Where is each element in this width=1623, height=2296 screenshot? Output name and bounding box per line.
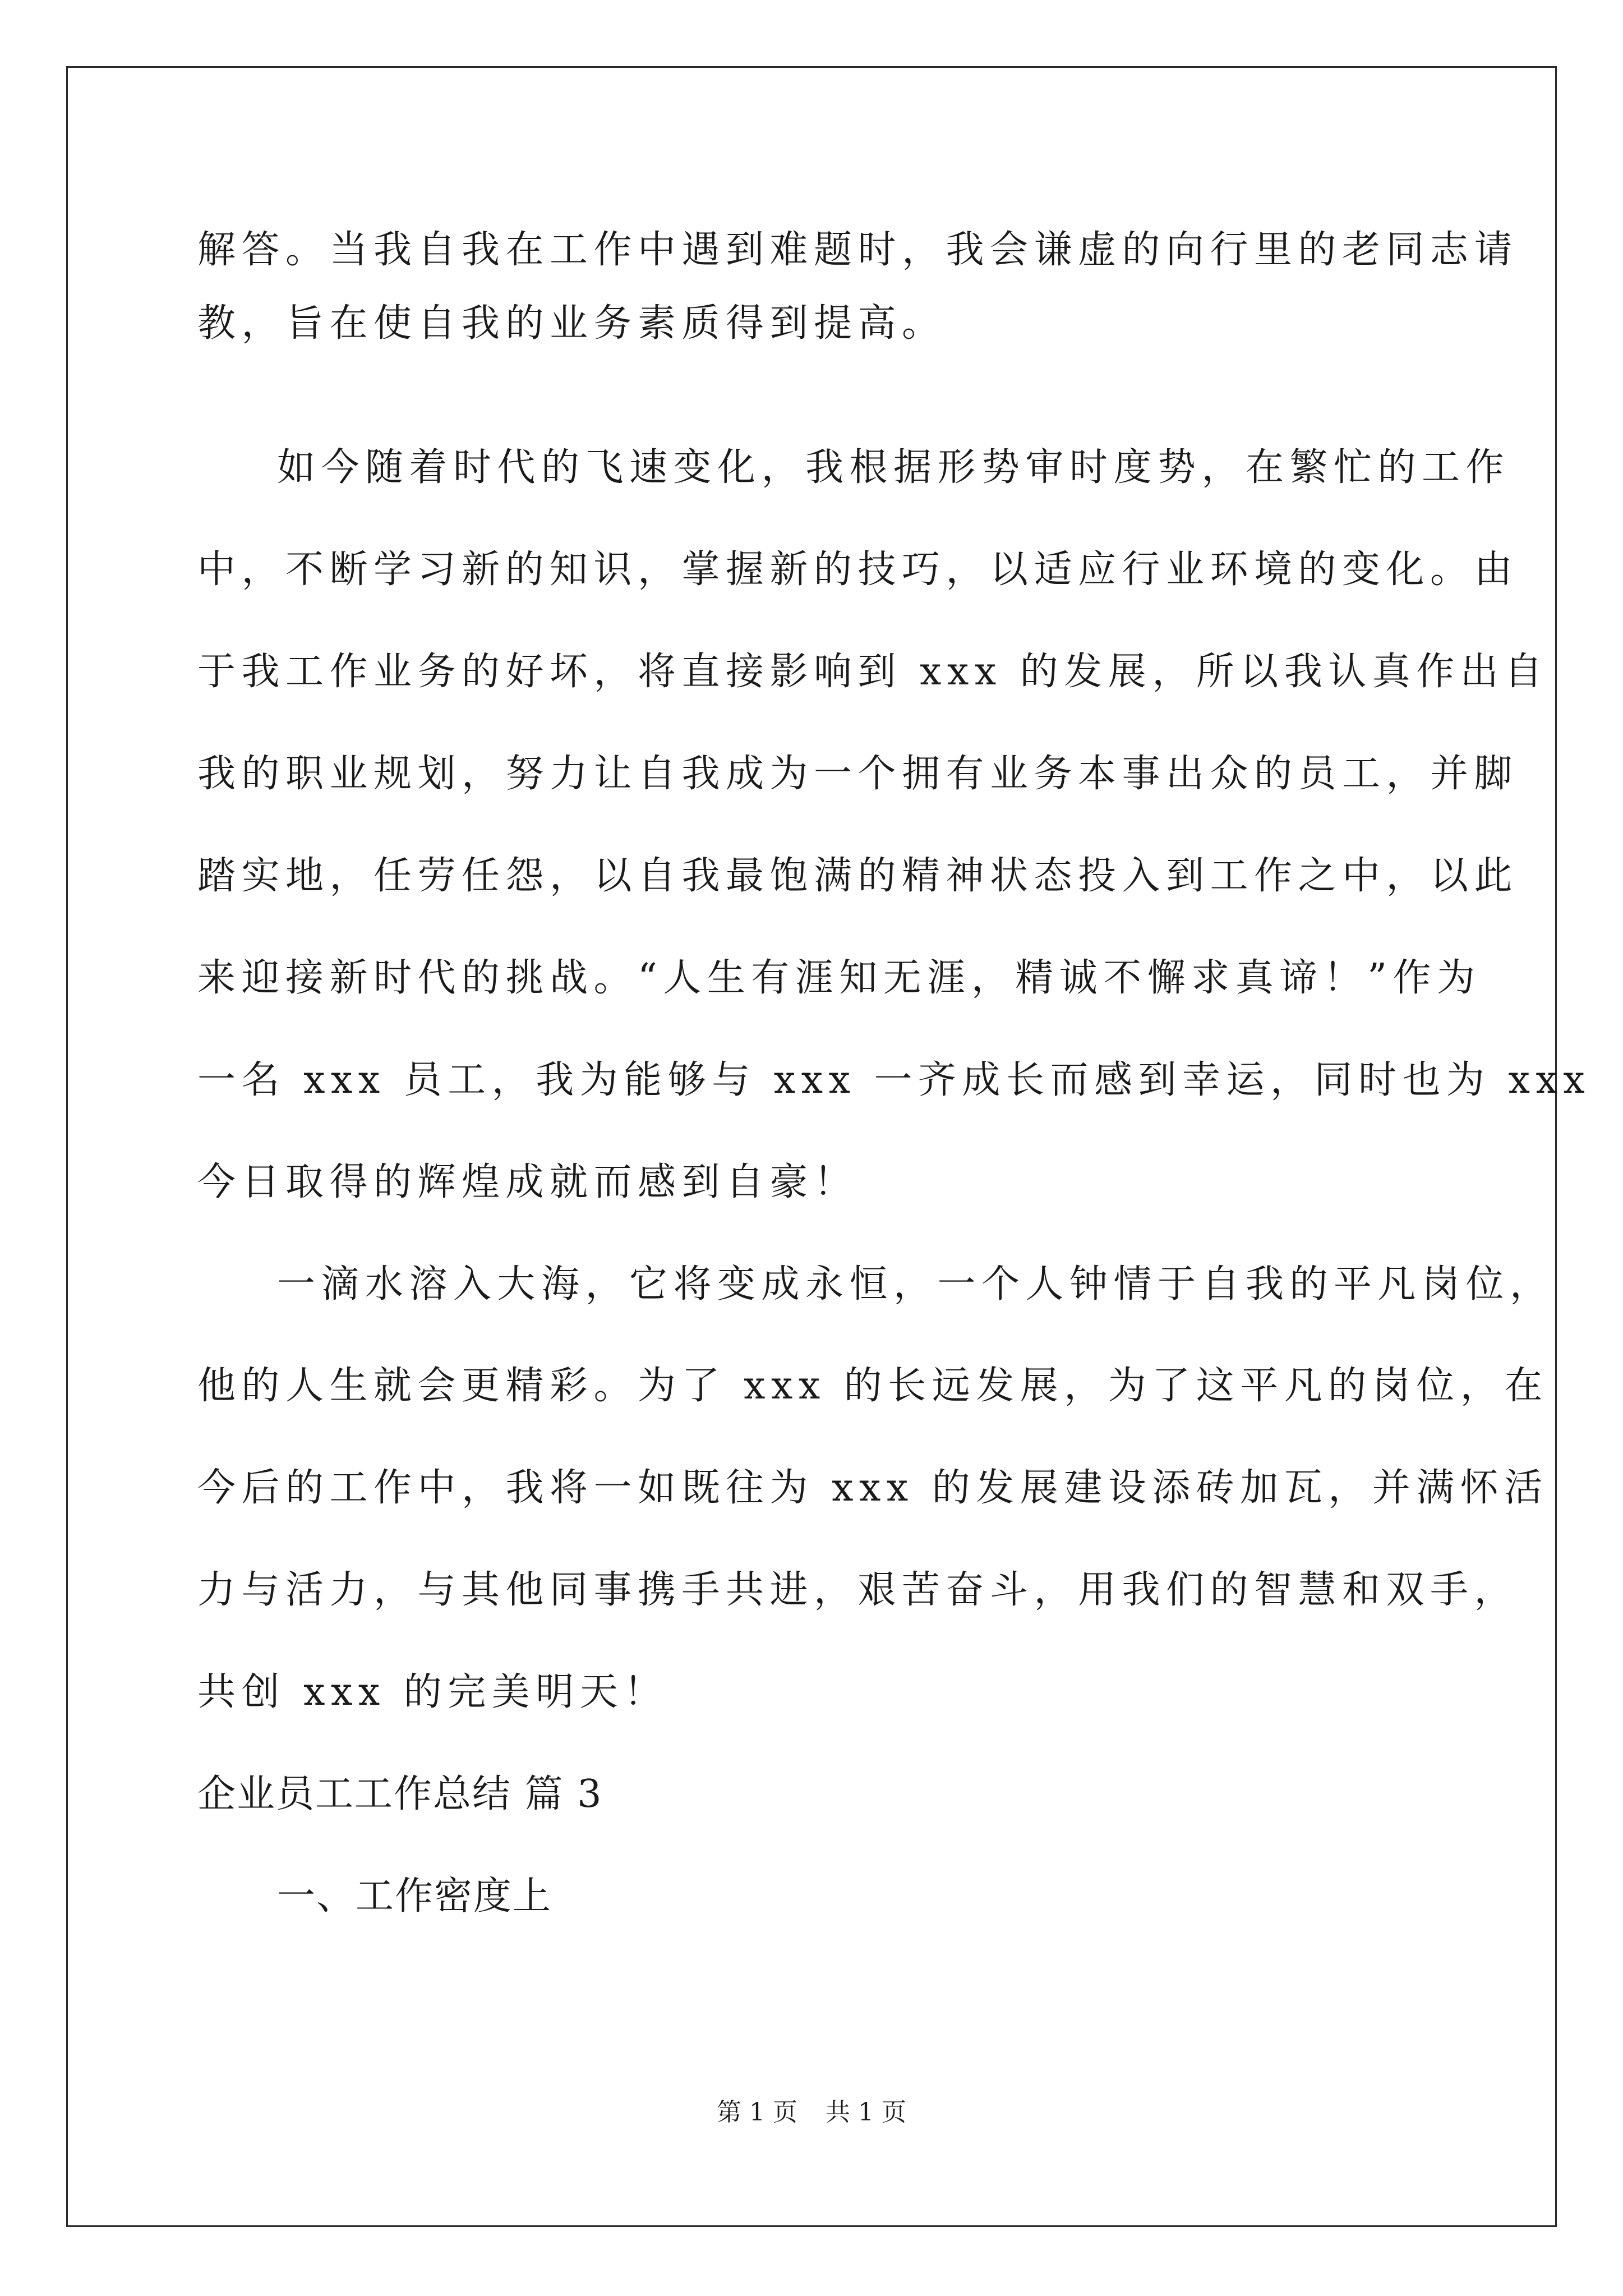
page-total: 共 1 页 [826,2098,906,2127]
paragraph-line: 踏实地，任劳任怨，以自我最饱满的精神状态投入到工作之中，以此 [197,854,1519,898]
paragraph-line: 中，不断学习新的知识，掌握新的技巧，以适应行业环境的变化。由 [197,547,1519,592]
paragraph-line: 一名 xxx 员工，我为能够与 xxx 一齐成长而感到幸运，同时也为 xxx [197,1058,1591,1102]
page-number: 第 1 页 [717,2098,797,2127]
paragraph-line: 一滴水溶入大海，它将变成永恒，一个人钟情于自我的平凡岗位， [277,1262,1554,1306]
paragraph-line: 来迎接新时代的挑战。“人生有涯知无涯，精诚不懈求真谛！”作为 [197,956,1481,1000]
subsection-heading: 一、工作密度上 [277,1874,552,1918]
paragraph-line: 力与活力，与其他同事携手共进，艰苦奋斗，用我们的智慧和双手， [197,1568,1519,1612]
paragraph-line: 今日取得的辉煌成就而感到自豪！ [197,1160,858,1204]
section-heading: 企业员工工作总结 篇 3 [197,1772,603,1816]
paragraph-line: 解答。当我自我在工作中遇到难题时，我会谦虚的向行里的老同志请 [197,228,1519,272]
paragraph-line: 教，旨在使自我的业务素质得到提高。 [197,301,946,346]
paragraph-line: 他的人生就会更精彩。为了 xxx 的长远发展，为了这平凡的岗位，在 [197,1364,1548,1408]
page-footer [0,2100,1623,2125]
paragraph-line: 共创 xxx 的完美明天！ [197,1670,668,1714]
paragraph-line: 我的职业规划，努力让自我成为一个拥有业务本事出众的员工，并脚 [197,752,1519,796]
paragraph-line: 如今随着时代的飞速变化，我根据形势审时度势，在繁忙的工作 [277,445,1510,490]
paragraph-line: 于我工作业务的好坏，将直接影响到 xxx 的发展，所以我认真作出自 [197,650,1548,694]
paragraph-line: 今后的工作中，我将一如既往为 xxx 的发展建设添砖加瓦，并满怀活 [197,1466,1548,1510]
